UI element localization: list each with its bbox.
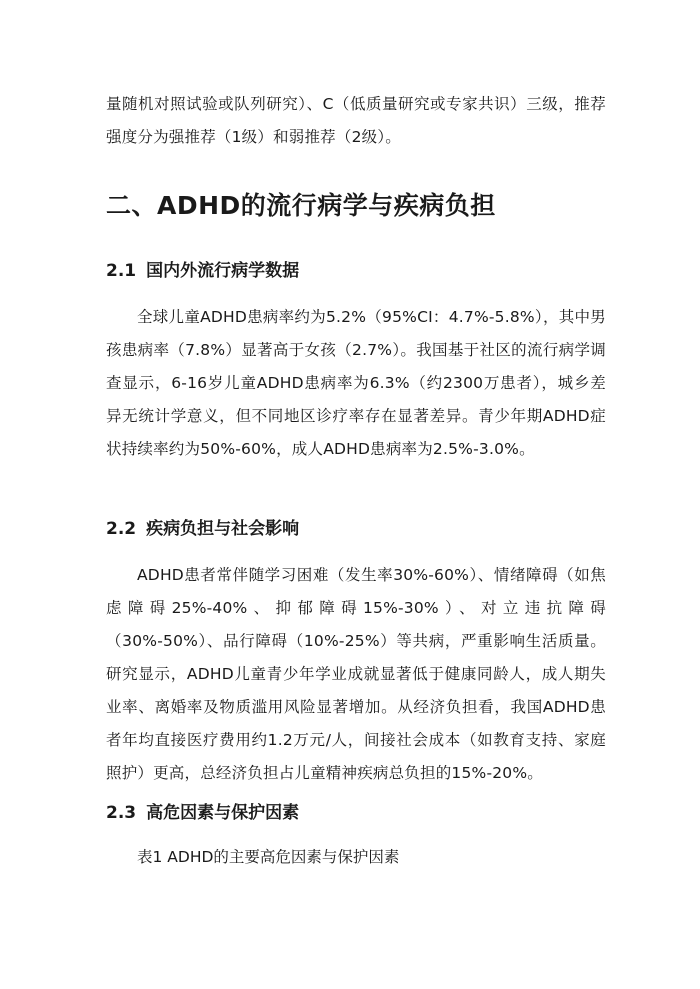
chapter-title: 二、ADHD的流行病学与疾病负担 (106, 191, 496, 220)
section-2-1-paragraph: 全球儿童ADHD患病率约为5.2%（95%CI：4.7%-5.8%），其中男孩患病率（7.8%）显著高于女孩（2.7%）。我国基于社区的流行病学调查显示，6-16岁儿童ADHD患病率为6.3%（约2300万患者），城乡差异无统计学意义，但不同地区诊疗率存在显著差异。青少年期ADHD症状持续率约为50%-60%，成人ADHD患病率为2.5%-3.0%。 (106, 308, 606, 458)
section-title: 国内外流行病学数据 (146, 261, 300, 281)
section-heading-2-2 (106, 514, 299, 539)
section-number: 2.2 (106, 519, 137, 539)
section-heading-2-1 (106, 256, 299, 281)
intro-paragraph: 量随机对照试验或队列研究）、C（低质量研究或专家共识）三级，推荐强度分为强推荐（1级）和弱推荐（2级）。 (106, 95, 606, 146)
section-number: 2.3 (106, 803, 137, 823)
section-title: 高危因素与保护因素 (146, 803, 300, 823)
section-heading-2-3 (106, 798, 299, 823)
section-number: 2.1 (106, 261, 137, 281)
table-caption: 表1 ADHD的主要高危因素与保护因素 (137, 848, 400, 866)
section-2-2-paragraph: ADHD患者常伴随学习困难（发生率30%-60%）、情绪障碍（如焦虑障碍25%-40%、抑郁障碍15%-30%）、对立违抗障碍（30%-50%）、品行障碍（10%-25%）等共病，严重影响生活质量。研究显示，ADHD儿童青少年学业成就显著低于健康同龄人，成人期失业率、离婚率及物质滥用风险显著增加。从经济负担看，我国ADHD患者年均直接医疗费用约1.2万元/人，间接社会成本（如教育支持、家庭照护）更高，总经济负担占儿童精神疾病总负担的15%-20%。 (106, 566, 606, 782)
section-title: 疾病负担与社会影响 (146, 519, 300, 539)
